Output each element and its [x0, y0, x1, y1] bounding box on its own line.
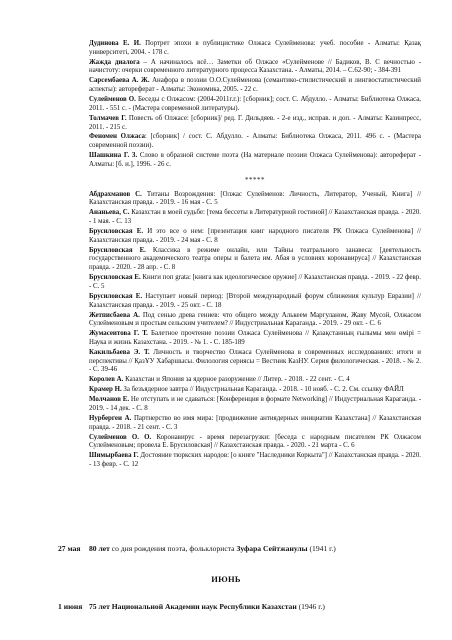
section-divider: ***** [245, 175, 265, 184]
reference-author: Шашкина Г. З. [89, 152, 138, 160]
reference-text: И это все о нем: [презентация книг народного писателя РК Олжаса Сулейменова] // Казахстанская правда. - 2019. - 24 мая - С. 8 [89, 228, 421, 244]
reference-entry [89, 191, 421, 209]
reference-author: Сулейменов О. О. [89, 433, 152, 441]
event-year: (1946 г.) [296, 602, 325, 611]
event-anniversary: 80 лет [89, 544, 110, 553]
reference-entry [89, 133, 421, 151]
reference-author: Шимырбаева Г. [89, 452, 139, 460]
reference-author: Ананьева, С. [89, 209, 130, 217]
reference-text: Анафора в поэзии О.О.Сулейменова (семантико-стилистический и лингвостатистический аспекты): автореферат - Алматы: Экономика, 2005. - 22 с. [89, 77, 421, 94]
reference-text: Под сенью древа гениев: что общего между Алькеем Маргуланом, Жаву Мусой, Олжасом Сулейменовым и простым сельским учителем? // Индустриальная Караганда. - 2019. - 29 окт. - С. 6 [89, 311, 421, 328]
reference-author: Нурбергеи А. [89, 414, 132, 422]
reference-text: Наступает новый период: [Второй международный форум сближения культур Евразии] // Казахстанская правда. - 2019. - 25 окт. - С. 18 [89, 292, 421, 309]
reference-entry [89, 452, 421, 470]
reference-entry [89, 209, 421, 227]
reference-entry [89, 59, 421, 77]
reference-text: Достояние тюркских народов: [о книге "Наследники Коркыта"] // Казахстанская правда. - 2020. - 13 февр. - С. 12 [89, 452, 421, 468]
reference-text: Партнерство во имя мира: [продвижение антиядерных инициатив Казахстана] // Казахстанская правда. - 2018. - 21 сент. - С. 3 [89, 414, 421, 431]
reference-entry [89, 96, 421, 114]
event-anniversary: 75 лет Национальной Академии наук Республики Казахстан [89, 602, 297, 611]
reference-entry [89, 349, 421, 375]
reference-entry [89, 386, 421, 395]
reference-text: Казахстан в моей судьбе: [тема бессеты в Литературной гостиной] // Казахстанская правда. - 2020. - 1 мая. - С. 13 [89, 209, 421, 226]
reference-author: Сулейменов О. [89, 96, 136, 104]
bibliography-articles [89, 191, 421, 470]
reference-author: Жумасеитова Г. Т. [89, 330, 148, 338]
reference-entry [89, 152, 421, 170]
reference-author: Крамер Н. [89, 386, 122, 394]
reference-text: : [сборник] / сост. С. Абдулло. - Алматы: Библиотека Олжаса, 2011. 496 с. - (Мастера современной поэзии). [89, 133, 421, 150]
reference-text: Классика в режиме онлайн, или Тайны театрального занавеса: [деятельность государственного академического театра оперы и балета им. Абая в условиях коронавируса] // Казахстанская правда. - 2020. - 28 апр. - С. 8 [89, 246, 421, 272]
reference-entry [89, 228, 421, 246]
reference-entry [89, 376, 421, 385]
reference-entry [89, 396, 421, 414]
reference-entry [89, 293, 421, 311]
reference-author: Какильбаева Э. Т. [89, 348, 150, 356]
reference-entry [89, 330, 421, 348]
reference-entry [89, 434, 421, 452]
event-date: 27 мая [58, 544, 81, 553]
reference-text: Беседы с Олжасом: (2004-2011г.г.): [сборник]; сост. С. Абдулло. - Алматы: Библиотека Олжаса, 2011. - 551 с. - (Мастера современной литературы). [89, 96, 421, 112]
reference-entry [89, 274, 421, 292]
event-person: Зуфара Сейтжанулы [236, 544, 308, 553]
reference-text: Титаны Возрождения: [Олжас Сулейменов: Личность, Литератор, Ученый, Книга] // Казахстанская правда. - 2019. - 16 мая - С. 5 [89, 190, 421, 207]
reference-author: Жетписбаева А. [89, 311, 140, 319]
event-year: (1941 г.) [307, 544, 336, 553]
event-date: 1 июня [58, 602, 83, 611]
reference-text: Казахстан и Япония за ядерное разоружение // Литер. - 2018. - 22 сент. - С. 4 [123, 376, 350, 384]
reference-author: Брусиловская Е. [89, 246, 146, 254]
reference-author: Королев А. [89, 376, 124, 384]
reference-text: Не отступать и не сдаваться: [Конференция в формате Networking] // Индустриальная Караганда. - 2019. - 14 дек. - С. 8 [89, 396, 421, 412]
reference-author: Молчанов Е. [89, 396, 130, 404]
reference-author: Сарсембаева А. Ж. [89, 77, 150, 85]
month-heading: ИЮНЬ [211, 574, 241, 584]
reference-entry [89, 77, 421, 95]
reference-text: Коронавирус - время перезагрузки: [беседа с народным писателем РК Олжасом Сулейменовым; провела Е. Брусиловская] // Казахстанская правда. - 2020. - 21 марта - С. 6 [89, 433, 421, 450]
reference-entry [89, 415, 421, 433]
reference-author: Абдрахманов С. [89, 190, 142, 198]
reference-text: Книги поп grata: [книга как идеологическое оружие] // Казахстанская правда. - 2019. - 22 февр. - С. 5 [89, 274, 421, 290]
event-description: со дня рождения поэта, фольклориста [109, 544, 237, 553]
reference-list [89, 40, 421, 471]
reference-text: Портрет эпохи в публицистике Олжаса Сулейменова: учеб. пособие - Алматы: Қазақ университеті, 2004. - 178 с. [89, 40, 421, 56]
event-text [89, 544, 439, 554]
reference-entry [89, 247, 421, 273]
reference-author: Брусиловская Е. [89, 228, 144, 235]
reference-author: Дудинова Е. И. [89, 40, 141, 47]
reference-author: Жажда диалога [89, 58, 140, 66]
reference-text: Балетное прочтение поэзии Олжаса Сулейменова // Қазақстанның ғылымы мен өмірі = Наука и жизнь Казахстана. - 2019. - № 1. - С. 185-189 [89, 330, 422, 346]
reference-text: За безъядерное завтра // Индустриальная Караганда. - 2018. - 10 нояб. - С. 2. См. ссылку ФАЙЛ [121, 386, 404, 394]
reference-text: – А начиналось всё… Заметки об Олжасе «Сулейменове // Бадиков, В. С вечностью - начистоту: очерки современного литературного процесса Казахстана. - Алматы, 2014. – С.62-90; - 384-391 [89, 58, 421, 75]
reference-author: Толмачев Г. [89, 114, 127, 122]
bibliography-books [89, 40, 421, 170]
reference-author: Феномен Олжаса [89, 133, 145, 141]
event-text [89, 602, 439, 612]
reference-author: Брусиловская Е. [89, 274, 141, 282]
reference-text: Слово в образной системе поэта (На материале поэзии Олжаса Сулейменова): автореферат - Алматы: [б. и.], 1996. - 26 с. [89, 152, 421, 168]
reference-entry [89, 312, 421, 330]
reference-text: Повесть об Олжасе: [сборник]/ ред. Г. Дильдяев. - 2-е изд., исправ. и доп. - Алматы: Казинпресс, 2011. - 215 с. [89, 114, 421, 131]
reference-text: Личность и творчество Олжаса Сулейменова в современных исследованиях: итоги и перспективы // ҚазҰУ Хабаршысы. Филология сериясы = Вестник КазНУ. Серия филологическая. - 2018. - № 2. - С. 39-46 [89, 348, 421, 374]
reference-entry [89, 115, 421, 133]
reference-author: Брусиловская Е. [89, 292, 143, 300]
reference-entry [89, 40, 421, 58]
